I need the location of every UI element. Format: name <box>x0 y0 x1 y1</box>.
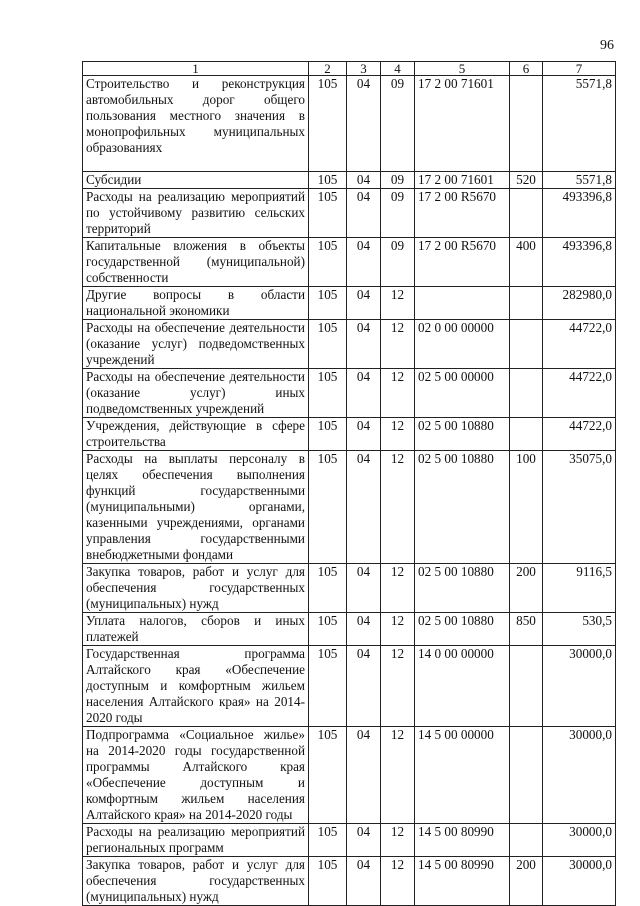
row-target-article: 17 2 00 71601 <box>415 76 510 172</box>
row-expense-type <box>510 646 543 727</box>
row-ministry-code: 105 <box>309 646 347 727</box>
row-section-code: 04 <box>347 320 381 369</box>
table-row <box>83 418 616 451</box>
row-subsection-code: 09 <box>381 238 415 287</box>
row-amount: 35075,0 <box>543 451 616 564</box>
column-header: 5 <box>415 62 510 76</box>
row-section-code: 04 <box>347 613 381 646</box>
table-row <box>83 646 616 727</box>
row-ministry-code: 105 <box>309 369 347 418</box>
row-ministry-code: 105 <box>309 189 347 238</box>
table-row <box>83 451 616 564</box>
table-row <box>83 238 616 287</box>
row-amount: 493396,8 <box>543 189 616 238</box>
row-ministry-code: 105 <box>309 451 347 564</box>
row-description: Расходы на обеспечение деятельности (оказание услуг) подведомственных учреждений <box>83 320 309 369</box>
row-subsection-code: 09 <box>381 76 415 172</box>
row-expense-type <box>510 824 543 857</box>
table-row <box>83 76 616 172</box>
row-description: Закупка товаров, работ и услуг для обеспечения государственных (муниципальных) нужд <box>83 857 309 906</box>
row-subsection-code: 12 <box>381 320 415 369</box>
row-subsection-code: 12 <box>381 451 415 564</box>
row-ministry-code: 105 <box>309 727 347 824</box>
row-section-code: 04 <box>347 369 381 418</box>
row-subsection-code: 12 <box>381 564 415 613</box>
row-subsection-code: 12 <box>381 369 415 418</box>
table-header-row <box>83 62 616 76</box>
row-section-code: 04 <box>347 172 381 189</box>
row-expense-type <box>510 320 543 369</box>
table-row <box>83 287 616 320</box>
row-ministry-code: 105 <box>309 287 347 320</box>
row-section-code: 04 <box>347 238 381 287</box>
row-target-article: 14 0 00 00000 <box>415 646 510 727</box>
row-amount: 30000,0 <box>543 824 616 857</box>
table-row <box>83 189 616 238</box>
row-target-article: 02 5 00 10880 <box>415 613 510 646</box>
row-subsection-code: 12 <box>381 646 415 727</box>
row-description: Подпрограмма «Социальное жилье» на 2014-2020 годы государственной программы Алтайского края «Обеспечение доступным и комфортным жильем населения Алтайского края» на 2014-2020 годы <box>83 727 309 824</box>
row-target-article: 02 5 00 10880 <box>415 418 510 451</box>
row-target-article: 14 5 00 00000 <box>415 727 510 824</box>
row-target-article: 17 2 00 R5670 <box>415 238 510 287</box>
table-row <box>83 369 616 418</box>
row-description: Другие вопросы в области национальной экономики <box>83 287 309 320</box>
row-expense-type: 200 <box>510 857 543 906</box>
row-target-article <box>415 287 510 320</box>
row-amount: 530,5 <box>543 613 616 646</box>
column-header: 6 <box>510 62 543 76</box>
row-description: Капитальные вложения в объекты государственной (муниципальной) собственности <box>83 238 309 287</box>
row-amount: 30000,0 <box>543 857 616 906</box>
row-amount: 30000,0 <box>543 727 616 824</box>
row-ministry-code: 105 <box>309 238 347 287</box>
row-amount: 30000,0 <box>543 646 616 727</box>
row-amount: 493396,8 <box>543 238 616 287</box>
row-section-code: 04 <box>347 564 381 613</box>
row-target-article: 14 5 00 80990 <box>415 824 510 857</box>
row-target-article: 02 5 00 10880 <box>415 564 510 613</box>
row-subsection-code: 12 <box>381 824 415 857</box>
row-ministry-code: 105 <box>309 824 347 857</box>
row-expense-type <box>510 76 543 172</box>
row-subsection-code: 09 <box>381 189 415 238</box>
row-description: Закупка товаров, работ и услуг для обеспечения государственных (муниципальных) нужд <box>83 564 309 613</box>
row-ministry-code: 105 <box>309 76 347 172</box>
row-section-code: 04 <box>347 857 381 906</box>
page-number: 96 <box>600 38 614 53</box>
row-subsection-code: 09 <box>381 172 415 189</box>
row-section-code: 04 <box>347 287 381 320</box>
row-expense-type: 850 <box>510 613 543 646</box>
row-amount: 44722,0 <box>543 418 616 451</box>
row-subsection-code: 12 <box>381 287 415 320</box>
row-expense-type: 520 <box>510 172 543 189</box>
row-section-code: 04 <box>347 451 381 564</box>
row-amount: 44722,0 <box>543 320 616 369</box>
row-expense-type: 400 <box>510 238 543 287</box>
row-description: Субсидии <box>83 172 309 189</box>
row-section-code: 04 <box>347 189 381 238</box>
row-amount: 5571,8 <box>543 172 616 189</box>
row-expense-type <box>510 418 543 451</box>
row-description: Строительство и реконструкция автомобильных дорог общего пользования местного значения в монопрофильных муниципальных образованиях <box>83 76 309 172</box>
row-ministry-code: 105 <box>309 857 347 906</box>
row-description: Расходы на обеспечение деятельности (оказание услуг) иных подведомственных учреждений <box>83 369 309 418</box>
row-subsection-code: 12 <box>381 727 415 824</box>
row-target-article: 02 0 00 00000 <box>415 320 510 369</box>
row-section-code: 04 <box>347 646 381 727</box>
table-row <box>83 857 616 906</box>
row-description: Учреждения, действующие в сфере строительства <box>83 418 309 451</box>
row-subsection-code: 12 <box>381 857 415 906</box>
row-amount: 44722,0 <box>543 369 616 418</box>
row-target-article: 14 5 00 80990 <box>415 857 510 906</box>
table-row <box>83 613 616 646</box>
table-row <box>83 172 616 189</box>
row-expense-type: 100 <box>510 451 543 564</box>
row-amount: 5571,8 <box>543 76 616 172</box>
table-row <box>83 824 616 857</box>
row-expense-type <box>510 369 543 418</box>
column-header: 1 <box>83 62 309 76</box>
row-target-article: 17 2 00 R5670 <box>415 189 510 238</box>
row-section-code: 04 <box>347 824 381 857</box>
row-target-article: 02 5 00 10880 <box>415 451 510 564</box>
row-section-code: 04 <box>347 727 381 824</box>
table-row <box>83 564 616 613</box>
row-subsection-code: 12 <box>381 613 415 646</box>
column-header: 7 <box>543 62 616 76</box>
row-ministry-code: 105 <box>309 320 347 369</box>
row-description: Расходы на реализацию мероприятий региональных программ <box>83 824 309 857</box>
row-expense-type <box>510 287 543 320</box>
row-section-code: 04 <box>347 76 381 172</box>
row-ministry-code: 105 <box>309 564 347 613</box>
column-header: 4 <box>381 62 415 76</box>
column-header: 2 <box>309 62 347 76</box>
row-target-article: 17 2 00 71601 <box>415 172 510 189</box>
row-description: Расходы на выплаты персоналу в целях обеспечения выполнения функций государственными (муниципальными) органами, казенными учреждениями, органами управления государственными внебюджетными фондами <box>83 451 309 564</box>
row-expense-type <box>510 727 543 824</box>
column-header: 3 <box>347 62 381 76</box>
row-ministry-code: 105 <box>309 613 347 646</box>
row-target-article: 02 5 00 00000 <box>415 369 510 418</box>
row-description: Расходы на реализацию мероприятий по устойчивому развитию сельских территорий <box>83 189 309 238</box>
table-row <box>83 727 616 824</box>
row-section-code: 04 <box>347 418 381 451</box>
row-description: Государственная программа Алтайского края «Обеспечение доступным и комфортным жильем населения Алтайского края» на 2014-2020 годы <box>83 646 309 727</box>
row-expense-type <box>510 189 543 238</box>
row-amount: 282980,0 <box>543 287 616 320</box>
row-description: Уплата налогов, сборов и иных платежей <box>83 613 309 646</box>
table-row <box>83 320 616 369</box>
row-ministry-code: 105 <box>309 172 347 189</box>
row-ministry-code: 105 <box>309 418 347 451</box>
row-subsection-code: 12 <box>381 418 415 451</box>
budget-table <box>82 61 616 906</box>
row-expense-type: 200 <box>510 564 543 613</box>
row-amount: 9116,5 <box>543 564 616 613</box>
